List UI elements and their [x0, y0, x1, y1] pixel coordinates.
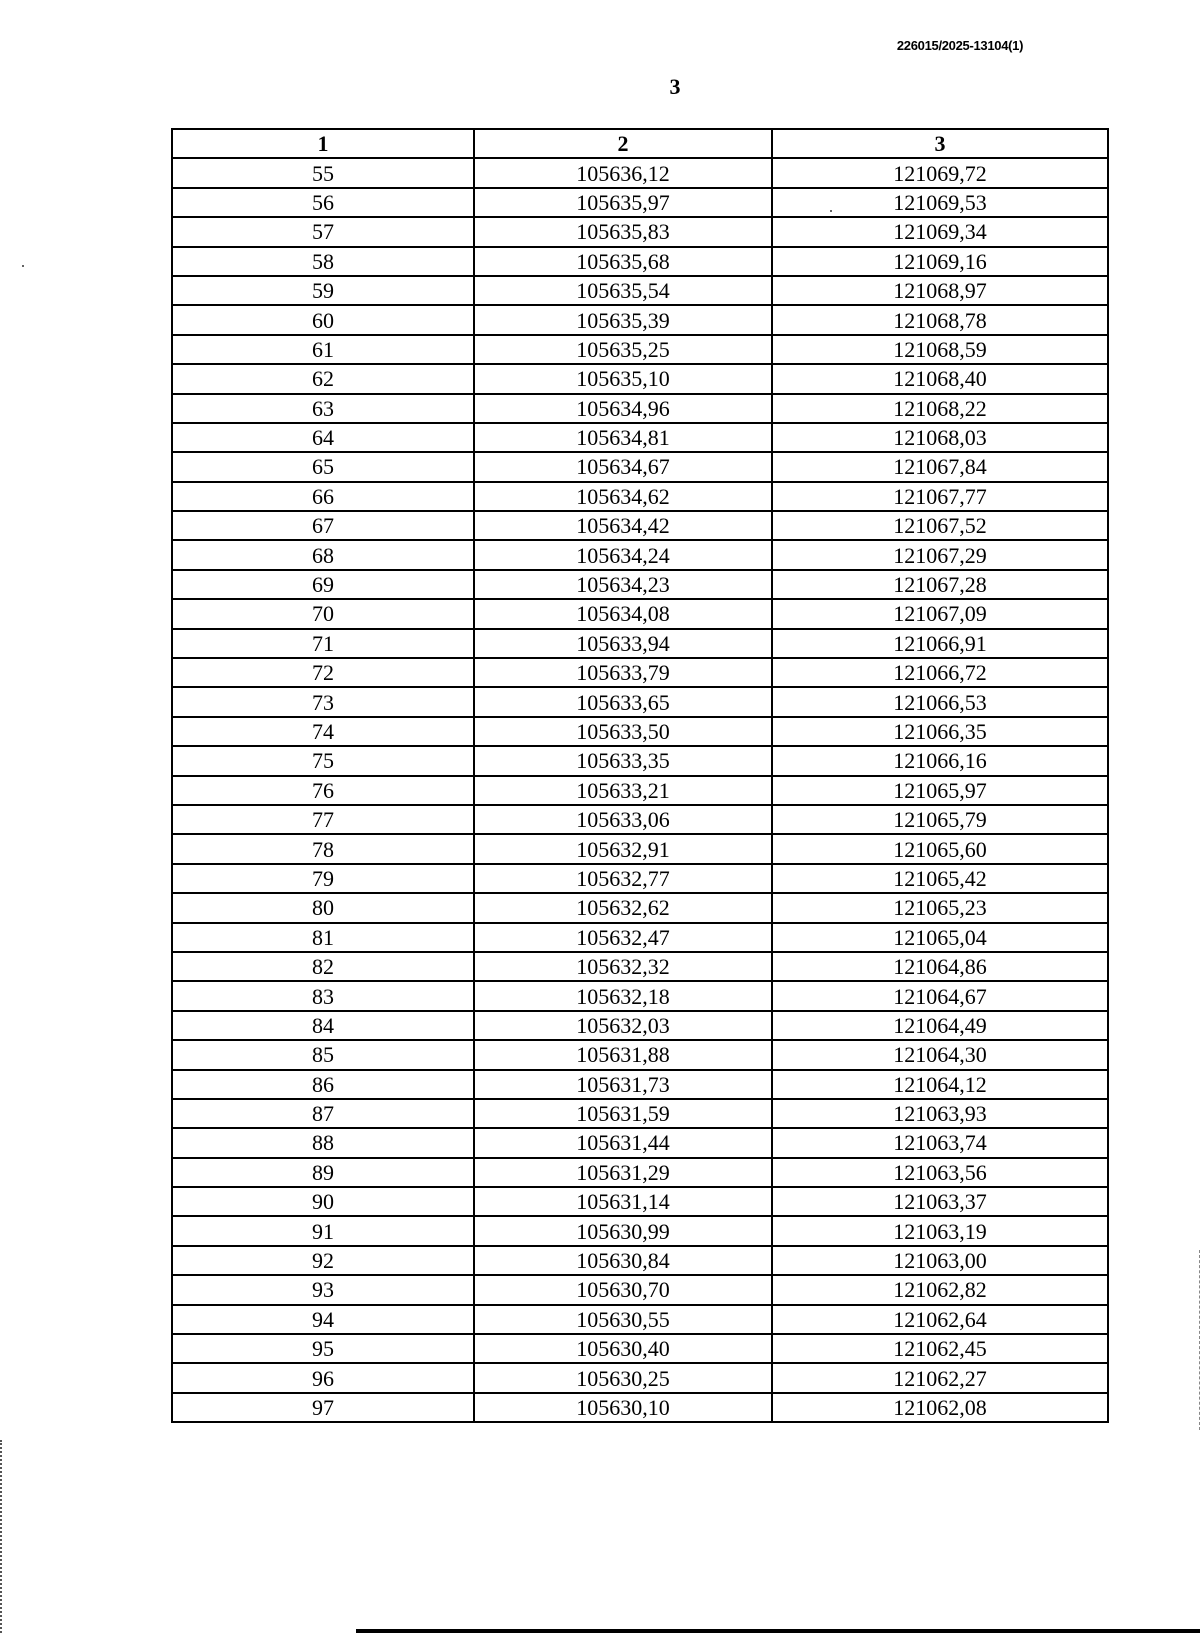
y-coordinate-cell: 121065,79: [772, 805, 1108, 834]
scan-bottom-border: [356, 1629, 1200, 1633]
x-coordinate-cell: 105633,94: [474, 629, 772, 658]
table-row: [172, 952, 1108, 981]
table-row: [172, 1040, 1108, 1069]
point-number-cell: 60: [172, 305, 474, 334]
point-number-cell: 93: [172, 1275, 474, 1304]
y-coordinate-cell: 121063,56: [772, 1158, 1108, 1187]
table-row: [172, 217, 1108, 246]
table-row: [172, 1216, 1108, 1245]
x-coordinate-cell: 105630,25: [474, 1363, 772, 1392]
table-row: [172, 1305, 1108, 1334]
table-row: [172, 276, 1108, 305]
x-coordinate-cell: 105634,42: [474, 511, 772, 540]
x-coordinate-cell: 105633,21: [474, 776, 772, 805]
table-row: [172, 394, 1108, 423]
point-number-cell: 73: [172, 687, 474, 716]
y-coordinate-cell: 121064,30: [772, 1040, 1108, 1069]
header-cell-2: 2: [474, 129, 772, 158]
x-coordinate-cell: 105633,65: [474, 687, 772, 716]
table-row: [172, 805, 1108, 834]
point-number-cell: 55: [172, 158, 474, 187]
table-row: [172, 746, 1108, 775]
table-row: [172, 482, 1108, 511]
table-row: [172, 1158, 1108, 1187]
y-coordinate-cell: 121066,53: [772, 687, 1108, 716]
table-row: [172, 570, 1108, 599]
point-number-cell: 71: [172, 629, 474, 658]
point-number-cell: 79: [172, 864, 474, 893]
table-row: [172, 452, 1108, 481]
table-row: [172, 335, 1108, 364]
point-number-cell: 72: [172, 658, 474, 687]
y-coordinate-cell: 121067,09: [772, 599, 1108, 628]
y-coordinate-cell: 121067,84: [772, 452, 1108, 481]
header-cell-1: 1: [172, 129, 474, 158]
x-coordinate-cell: 105633,79: [474, 658, 772, 687]
x-coordinate-cell: 105630,84: [474, 1246, 772, 1275]
point-number-cell: 88: [172, 1128, 474, 1157]
x-coordinate-cell: 105632,32: [474, 952, 772, 981]
table-row: [172, 717, 1108, 746]
y-coordinate-cell: 121062,27: [772, 1363, 1108, 1392]
point-number-cell: 90: [172, 1187, 474, 1216]
point-number-cell: 89: [172, 1158, 474, 1187]
point-number-cell: 83: [172, 981, 474, 1010]
x-coordinate-cell: 105635,39: [474, 305, 772, 334]
point-number-cell: 66: [172, 482, 474, 511]
table-row: [172, 923, 1108, 952]
x-coordinate-cell: 105635,68: [474, 247, 772, 276]
y-coordinate-cell: 121063,74: [772, 1128, 1108, 1157]
table-row: [172, 629, 1108, 658]
y-coordinate-cell: 121067,77: [772, 482, 1108, 511]
y-coordinate-cell: 121066,72: [772, 658, 1108, 687]
x-coordinate-cell: 105635,83: [474, 217, 772, 246]
y-coordinate-cell: 121062,64: [772, 1305, 1108, 1334]
table-row: [172, 1128, 1108, 1157]
point-number-cell: 91: [172, 1216, 474, 1245]
x-coordinate-cell: 105633,50: [474, 717, 772, 746]
point-number-cell: 95: [172, 1334, 474, 1363]
point-number-cell: 75: [172, 746, 474, 775]
x-coordinate-cell: 105631,14: [474, 1187, 772, 1216]
x-coordinate-cell: 105630,10: [474, 1393, 772, 1422]
y-coordinate-cell: 121068,59: [772, 335, 1108, 364]
x-coordinate-cell: 105634,81: [474, 423, 772, 452]
x-coordinate-cell: 105631,29: [474, 1158, 772, 1187]
x-coordinate-cell: 105634,96: [474, 394, 772, 423]
table-row: [172, 834, 1108, 863]
point-number-cell: 96: [172, 1363, 474, 1392]
header-cell-3: 3: [772, 129, 1108, 158]
x-coordinate-cell: 105631,59: [474, 1099, 772, 1128]
point-number-cell: 77: [172, 805, 474, 834]
y-coordinate-cell: 121063,19: [772, 1216, 1108, 1245]
x-coordinate-cell: 105634,23: [474, 570, 772, 599]
table-row: [172, 1246, 1108, 1275]
x-coordinate-cell: 105630,70: [474, 1275, 772, 1304]
table-row: [172, 1275, 1108, 1304]
point-number-cell: 87: [172, 1099, 474, 1128]
y-coordinate-cell: 121063,93: [772, 1099, 1108, 1128]
point-number-cell: 58: [172, 247, 474, 276]
x-coordinate-cell: 105636,12: [474, 158, 772, 187]
point-number-cell: 68: [172, 540, 474, 569]
x-coordinate-cell: 105631,73: [474, 1070, 772, 1099]
x-coordinate-cell: 105634,62: [474, 482, 772, 511]
x-coordinate-cell: 105632,62: [474, 893, 772, 922]
x-coordinate-cell: 105633,06: [474, 805, 772, 834]
point-number-cell: 61: [172, 335, 474, 364]
scan-edge-mark: [0, 1440, 4, 1633]
table-row: [172, 776, 1108, 805]
table-row: [172, 1187, 1108, 1216]
table-row: [172, 511, 1108, 540]
y-coordinate-cell: 121062,08: [772, 1393, 1108, 1422]
header-row: [172, 129, 1108, 158]
table-row: [172, 158, 1108, 187]
y-coordinate-cell: 121069,16: [772, 247, 1108, 276]
table-body: [172, 158, 1108, 1422]
y-coordinate-cell: 121069,72: [772, 158, 1108, 187]
table-row: [172, 247, 1108, 276]
point-number-cell: 69: [172, 570, 474, 599]
x-coordinate-cell: 105635,97: [474, 188, 772, 217]
point-number-cell: 67: [172, 511, 474, 540]
x-coordinate-cell: 105634,24: [474, 540, 772, 569]
y-coordinate-cell: 121065,42: [772, 864, 1108, 893]
table-row: [172, 658, 1108, 687]
coordinates-table: [171, 128, 1109, 1423]
table-header: [172, 129, 1108, 158]
point-number-cell: 62: [172, 364, 474, 393]
y-coordinate-cell: 121068,22: [772, 394, 1108, 423]
y-coordinate-cell: 121064,49: [772, 1011, 1108, 1040]
x-coordinate-cell: 105635,54: [474, 276, 772, 305]
table-row: [172, 1070, 1108, 1099]
table-row: [172, 864, 1108, 893]
y-coordinate-cell: 121062,45: [772, 1334, 1108, 1363]
point-number-cell: 81: [172, 923, 474, 952]
point-number-cell: 82: [172, 952, 474, 981]
point-number-cell: 59: [172, 276, 474, 305]
y-coordinate-cell: 121065,60: [772, 834, 1108, 863]
table-row: [172, 1011, 1108, 1040]
y-coordinate-cell: 121066,16: [772, 746, 1108, 775]
y-coordinate-cell: 121067,28: [772, 570, 1108, 599]
document-id: 226015/2025-13104(1): [896, 38, 1024, 53]
y-coordinate-cell: 121068,97: [772, 276, 1108, 305]
y-coordinate-cell: 121065,04: [772, 923, 1108, 952]
y-coordinate-cell: 121064,67: [772, 981, 1108, 1010]
point-number-cell: 80: [172, 893, 474, 922]
table-row: [172, 364, 1108, 393]
x-coordinate-cell: 105630,99: [474, 1216, 772, 1245]
point-number-cell: 64: [172, 423, 474, 452]
y-coordinate-cell: 121065,97: [772, 776, 1108, 805]
table-row: [172, 1099, 1108, 1128]
x-coordinate-cell: 105630,40: [474, 1334, 772, 1363]
point-number-cell: 85: [172, 1040, 474, 1069]
table-row: [172, 1363, 1108, 1392]
x-coordinate-cell: 105632,03: [474, 1011, 772, 1040]
x-coordinate-cell: 105632,91: [474, 834, 772, 863]
table-row: [172, 687, 1108, 716]
x-coordinate-cell: 105632,77: [474, 864, 772, 893]
y-coordinate-cell: 121066,91: [772, 629, 1108, 658]
y-coordinate-cell: 121067,29: [772, 540, 1108, 569]
y-coordinate-cell: 121068,03: [772, 423, 1108, 452]
table-row: [172, 540, 1108, 569]
x-coordinate-cell: 105634,08: [474, 599, 772, 628]
y-coordinate-cell: 121062,82: [772, 1275, 1108, 1304]
table-row: [172, 188, 1108, 217]
point-number-cell: 97: [172, 1393, 474, 1422]
point-number-cell: 65: [172, 452, 474, 481]
x-coordinate-cell: 105634,67: [474, 452, 772, 481]
y-coordinate-cell: 121063,00: [772, 1246, 1108, 1275]
y-coordinate-cell: 121066,35: [772, 717, 1108, 746]
y-coordinate-cell: 121064,86: [772, 952, 1108, 981]
x-coordinate-cell: 105635,25: [474, 335, 772, 364]
table-row: [172, 599, 1108, 628]
page-number: 3: [669, 74, 681, 99]
x-coordinate-cell: 105631,44: [474, 1128, 772, 1157]
point-number-cell: 84: [172, 1011, 474, 1040]
y-coordinate-cell: 121065,23: [772, 893, 1108, 922]
table-row: [172, 981, 1108, 1010]
x-coordinate-cell: 105632,18: [474, 981, 772, 1010]
point-number-cell: 70: [172, 599, 474, 628]
table-row: [172, 305, 1108, 334]
point-number-cell: 63: [172, 394, 474, 423]
table-row: [172, 1334, 1108, 1363]
x-coordinate-cell: 105635,10: [474, 364, 772, 393]
point-number-cell: 76: [172, 776, 474, 805]
scan-speck: [830, 210, 832, 212]
point-number-cell: 92: [172, 1246, 474, 1275]
x-coordinate-cell: 105633,35: [474, 746, 772, 775]
scan-speck: [22, 265, 24, 267]
y-coordinate-cell: 121064,12: [772, 1070, 1108, 1099]
point-number-cell: 78: [172, 834, 474, 863]
table-row: [172, 893, 1108, 922]
y-coordinate-cell: 121069,34: [772, 217, 1108, 246]
point-number-cell: 56: [172, 188, 474, 217]
point-number-cell: 94: [172, 1305, 474, 1334]
table-row: [172, 423, 1108, 452]
y-coordinate-cell: 121063,37: [772, 1187, 1108, 1216]
y-coordinate-cell: 121068,40: [772, 364, 1108, 393]
x-coordinate-cell: 105632,47: [474, 923, 772, 952]
x-coordinate-cell: 105631,88: [474, 1040, 772, 1069]
point-number-cell: 74: [172, 717, 474, 746]
y-coordinate-cell: 121069,53: [772, 188, 1108, 217]
point-number-cell: 86: [172, 1070, 474, 1099]
y-coordinate-cell: 121068,78: [772, 305, 1108, 334]
point-number-cell: 57: [172, 217, 474, 246]
y-coordinate-cell: 121067,52: [772, 511, 1108, 540]
table-row: [172, 1393, 1108, 1422]
x-coordinate-cell: 105630,55: [474, 1305, 772, 1334]
